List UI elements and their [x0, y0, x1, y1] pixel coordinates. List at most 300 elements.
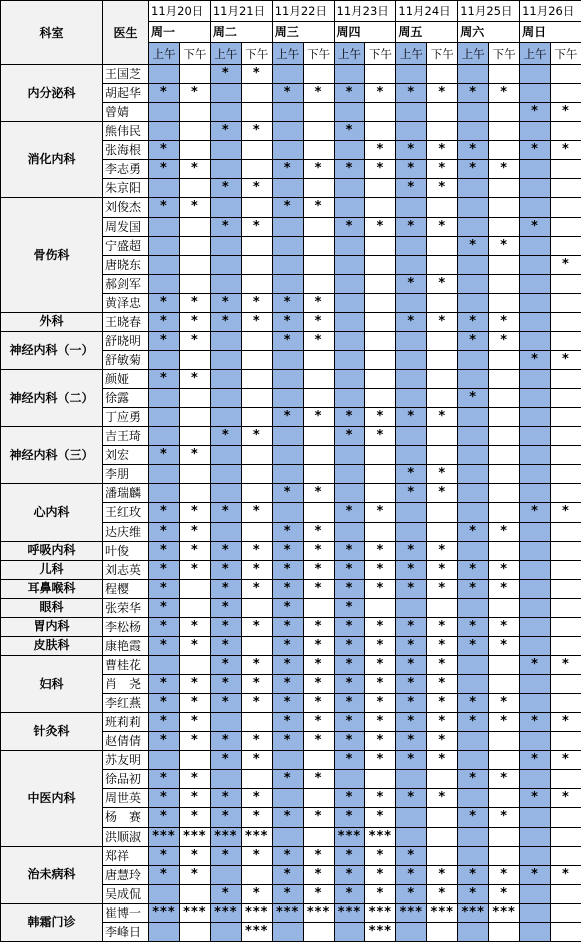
- pm-slot-cell: [427, 770, 458, 789]
- am-slot-cell: [272, 827, 303, 846]
- pm-slot-cell: [550, 65, 581, 84]
- am-slot-cell: [334, 446, 365, 465]
- am-slot-cell: [334, 255, 365, 274]
- pm-slot-cell: *: [303, 694, 334, 713]
- pm-slot-cell: [550, 827, 581, 846]
- pm-slot-cell: [303, 274, 334, 293]
- am-slot-cell: [210, 274, 241, 293]
- am-slot-cell: [458, 598, 489, 617]
- pm-slot-cell: [365, 65, 396, 84]
- pm-slot-cell: [427, 370, 458, 389]
- pm-slot-cell: [550, 427, 581, 446]
- pm-slot-cell: [303, 789, 334, 808]
- pm-slot-cell: *: [427, 732, 458, 751]
- am-slot-cell: *: [210, 846, 241, 865]
- pm-slot-cell: [550, 617, 581, 636]
- pm-slot-cell: [427, 522, 458, 541]
- pm-slot-cell: ***: [489, 903, 520, 922]
- am-slot-cell: *: [334, 865, 365, 884]
- pm-slot-cell: [365, 598, 396, 617]
- am-slot-cell: [458, 293, 489, 312]
- pm-slot-cell: [550, 84, 581, 103]
- am-slot-cell: [520, 808, 551, 827]
- date-header: 11月21日: [210, 1, 272, 22]
- am-slot-cell: [334, 522, 365, 541]
- schedule-header: [1, 1, 581, 65]
- am-slot-cell: *: [210, 694, 241, 713]
- am-slot-cell: [334, 350, 365, 369]
- am-slot-cell: ***: [396, 903, 427, 922]
- pm-slot-cell: [179, 274, 210, 293]
- pm-slot-cell: *: [303, 579, 334, 598]
- pm-slot-cell: [303, 598, 334, 617]
- am-slot-cell: ***: [149, 903, 180, 922]
- doctor-cell: 吉王琦: [103, 427, 149, 446]
- pm-slot-cell: *: [365, 808, 396, 827]
- pm-slot-cell: [550, 884, 581, 903]
- doctor-cell: 黄泽忠: [103, 293, 149, 312]
- am-slot-cell: [520, 293, 551, 312]
- table-row: [1, 484, 581, 503]
- pm-slot-cell: [241, 770, 272, 789]
- am-slot-cell: *: [458, 560, 489, 579]
- table-row: [1, 617, 581, 636]
- pm-slot-cell: *: [303, 713, 334, 732]
- pm-slot-cell: *: [365, 541, 396, 560]
- am-slot-cell: [272, 370, 303, 389]
- am-slot-cell: [334, 274, 365, 293]
- pm-slot-cell: [489, 65, 520, 84]
- am-slot-cell: *: [334, 560, 365, 579]
- am-slot-cell: *: [149, 84, 180, 103]
- table-row: [1, 751, 581, 770]
- pm-slot-cell: *: [427, 160, 458, 179]
- date-header: 11月23日: [334, 1, 396, 22]
- am-slot-cell: *: [149, 560, 180, 579]
- pm-slot-cell: *: [365, 694, 396, 713]
- pm-slot-cell: *: [179, 312, 210, 331]
- pm-slot-cell: *: [550, 103, 581, 122]
- am-slot-cell: *: [272, 541, 303, 560]
- pm-slot-cell: *: [427, 274, 458, 293]
- pm-header: 下午: [303, 43, 334, 65]
- pm-slot-cell: [179, 65, 210, 84]
- pm-slot-cell: *: [303, 846, 334, 865]
- pm-slot-cell: [365, 236, 396, 255]
- pm-slot-cell: [427, 198, 458, 217]
- department-cell: 眼科: [1, 598, 103, 617]
- pm-slot-cell: [179, 579, 210, 598]
- pm-slot-cell: *: [365, 160, 396, 179]
- pm-slot-cell: [365, 770, 396, 789]
- pm-slot-cell: [550, 160, 581, 179]
- doctor-cell: 唐慧玲: [103, 865, 149, 884]
- am-slot-cell: *: [272, 331, 303, 350]
- am-slot-cell: [520, 160, 551, 179]
- am-slot-cell: [272, 236, 303, 255]
- pm-slot-cell: [550, 922, 581, 941]
- am-slot-cell: *: [149, 789, 180, 808]
- pm-slot-cell: *: [427, 713, 458, 732]
- am-slot-cell: [520, 903, 551, 922]
- am-slot-cell: *: [458, 636, 489, 655]
- pm-slot-cell: [179, 236, 210, 255]
- pm-slot-cell: [241, 865, 272, 884]
- pm-slot-cell: [365, 389, 396, 408]
- weekday-header: 周四: [334, 22, 396, 43]
- pm-slot-cell: *: [303, 522, 334, 541]
- pm-slot-cell: *: [179, 617, 210, 636]
- pm-slot-cell: [489, 217, 520, 236]
- am-slot-cell: *: [210, 503, 241, 522]
- doctor-cell: 程樱: [103, 579, 149, 598]
- pm-slot-cell: *: [179, 560, 210, 579]
- doctor-cell: 唐晓东: [103, 255, 149, 274]
- am-slot-cell: [210, 484, 241, 503]
- pm-slot-cell: *: [241, 541, 272, 560]
- am-slot-cell: [149, 427, 180, 446]
- pm-slot-cell: *: [241, 846, 272, 865]
- am-slot-cell: *: [272, 160, 303, 179]
- am-slot-cell: [520, 846, 551, 865]
- pm-slot-cell: [550, 312, 581, 331]
- date-row: [1, 1, 581, 22]
- am-slot-cell: *: [458, 331, 489, 350]
- am-slot-cell: [458, 922, 489, 941]
- am-slot-cell: *: [210, 65, 241, 84]
- am-slot-cell: *: [210, 884, 241, 903]
- pm-slot-cell: *: [427, 617, 458, 636]
- dept-column-header: 科室: [1, 1, 103, 65]
- pm-slot-cell: *: [303, 293, 334, 312]
- am-slot-cell: *: [149, 846, 180, 865]
- pm-slot-cell: *: [365, 846, 396, 865]
- pm-slot-cell: [427, 808, 458, 827]
- am-slot-cell: [210, 255, 241, 274]
- am-slot-cell: *: [272, 617, 303, 636]
- doctor-cell: 徐品初: [103, 770, 149, 789]
- pm-slot-cell: [241, 255, 272, 274]
- pm-header: 下午: [241, 43, 272, 65]
- am-slot-cell: [520, 198, 551, 217]
- pm-slot-cell: [365, 312, 396, 331]
- am-slot-cell: *: [520, 751, 551, 770]
- pm-slot-cell: [489, 846, 520, 865]
- department-cell: 呼吸内科: [1, 541, 103, 560]
- am-slot-cell: [458, 789, 489, 808]
- pm-slot-cell: *: [489, 84, 520, 103]
- am-slot-cell: *: [334, 846, 365, 865]
- pm-slot-cell: [489, 541, 520, 560]
- pm-slot-cell: *: [179, 293, 210, 312]
- am-slot-cell: *: [210, 598, 241, 617]
- am-slot-cell: *: [458, 770, 489, 789]
- am-slot-cell: [458, 179, 489, 198]
- am-slot-cell: *: [458, 236, 489, 255]
- am-slot-cell: [149, 389, 180, 408]
- pm-slot-cell: [303, 922, 334, 941]
- am-slot-cell: *: [210, 312, 241, 331]
- pm-slot-cell: [365, 446, 396, 465]
- am-slot-cell: [458, 103, 489, 122]
- am-slot-cell: [458, 541, 489, 560]
- am-slot-cell: [520, 884, 551, 903]
- pm-slot-cell: *: [241, 312, 272, 331]
- am-slot-cell: *: [396, 179, 427, 198]
- am-slot-cell: [396, 808, 427, 827]
- am-slot-cell: [272, 389, 303, 408]
- pm-slot-cell: [550, 560, 581, 579]
- am-slot-cell: [396, 503, 427, 522]
- pm-slot-cell: [550, 694, 581, 713]
- pm-slot-cell: *: [241, 732, 272, 751]
- am-slot-cell: [458, 465, 489, 484]
- pm-slot-cell: [365, 293, 396, 312]
- am-slot-cell: *: [149, 541, 180, 560]
- pm-slot-cell: *: [550, 751, 581, 770]
- pm-slot-cell: *: [427, 484, 458, 503]
- pm-slot-cell: *: [427, 465, 458, 484]
- pm-slot-cell: *: [489, 865, 520, 884]
- am-slot-cell: [458, 846, 489, 865]
- am-slot-cell: *: [272, 312, 303, 331]
- am-slot-cell: [272, 427, 303, 446]
- pm-slot-cell: [303, 465, 334, 484]
- pm-slot-cell: [303, 141, 334, 160]
- am-slot-cell: [149, 884, 180, 903]
- pm-slot-cell: *: [241, 675, 272, 694]
- doctor-cell: 肖 尧: [103, 675, 149, 694]
- weekday-header: 周一: [149, 22, 211, 43]
- am-slot-cell: *: [149, 617, 180, 636]
- am-slot-cell: [458, 751, 489, 770]
- am-slot-cell: [272, 789, 303, 808]
- am-slot-cell: [272, 255, 303, 274]
- weekday-header: 周六: [458, 22, 520, 43]
- table-row: [1, 713, 581, 732]
- pm-slot-cell: *: [241, 694, 272, 713]
- pm-slot-cell: [489, 141, 520, 160]
- pm-slot-cell: [179, 655, 210, 674]
- am-slot-cell: [458, 675, 489, 694]
- doctor-cell: 赵倩倩: [103, 732, 149, 751]
- pm-slot-cell: *: [303, 865, 334, 884]
- pm-slot-cell: [179, 255, 210, 274]
- table-row: [1, 579, 581, 598]
- pm-slot-cell: [489, 408, 520, 427]
- doctor-cell: 班莉莉: [103, 713, 149, 732]
- doctor-cell: 曾婧: [103, 103, 149, 122]
- am-slot-cell: [458, 370, 489, 389]
- pm-slot-cell: [365, 331, 396, 350]
- am-slot-cell: *: [210, 179, 241, 198]
- department-cell: 神经内科（二）: [1, 370, 103, 427]
- am-header: 上午: [210, 43, 241, 65]
- pm-slot-cell: [550, 808, 581, 827]
- doctor-cell: 李峰日: [103, 922, 149, 941]
- table-row: [1, 370, 581, 389]
- am-slot-cell: [149, 179, 180, 198]
- schedule-body: [1, 65, 581, 942]
- am-slot-cell: [458, 484, 489, 503]
- pm-slot-cell: [303, 217, 334, 236]
- am-slot-cell: *: [520, 865, 551, 884]
- am-slot-cell: [149, 274, 180, 293]
- am-slot-cell: *: [210, 617, 241, 636]
- pm-slot-cell: *: [241, 789, 272, 808]
- doctor-cell: 王国芝: [103, 65, 149, 84]
- am-slot-cell: [149, 122, 180, 141]
- am-slot-cell: [520, 694, 551, 713]
- pm-slot-cell: *: [241, 293, 272, 312]
- am-slot-cell: *: [458, 617, 489, 636]
- pm-slot-cell: *: [550, 503, 581, 522]
- pm-slot-cell: [179, 884, 210, 903]
- pm-slot-cell: [365, 274, 396, 293]
- am-slot-cell: ***: [210, 903, 241, 922]
- am-slot-cell: [396, 65, 427, 84]
- pm-slot-cell: ***: [179, 827, 210, 846]
- am-slot-cell: [210, 160, 241, 179]
- am-slot-cell: *: [334, 675, 365, 694]
- department-cell: 神经内科（一）: [1, 331, 103, 369]
- pm-slot-cell: *: [365, 655, 396, 674]
- am-slot-cell: [458, 827, 489, 846]
- am-slot-cell: [334, 484, 365, 503]
- doctor-cell: 潘瑞麟: [103, 484, 149, 503]
- pm-slot-cell: [365, 350, 396, 369]
- pm-slot-cell: [179, 141, 210, 160]
- pm-slot-cell: [241, 141, 272, 160]
- am-slot-cell: *: [272, 293, 303, 312]
- am-slot-cell: *: [520, 350, 551, 369]
- am-slot-cell: *: [520, 103, 551, 122]
- am-slot-cell: [210, 446, 241, 465]
- am-slot-cell: *: [396, 732, 427, 751]
- am-slot-cell: *: [458, 713, 489, 732]
- pm-slot-cell: [489, 427, 520, 446]
- am-slot-cell: *: [149, 198, 180, 217]
- pm-slot-cell: *: [179, 732, 210, 751]
- table-row: [1, 655, 581, 674]
- am-slot-cell: *: [210, 293, 241, 312]
- pm-slot-cell: [241, 236, 272, 255]
- am-slot-cell: [272, 141, 303, 160]
- am-slot-cell: *: [149, 636, 180, 655]
- pm-slot-cell: *: [489, 884, 520, 903]
- pm-slot-cell: *: [303, 636, 334, 655]
- pm-slot-cell: *: [303, 312, 334, 331]
- pm-slot-cell: [489, 484, 520, 503]
- am-slot-cell: *: [149, 808, 180, 827]
- department-cell: 心内科: [1, 484, 103, 541]
- am-slot-cell: [334, 312, 365, 331]
- pm-slot-cell: *: [365, 427, 396, 446]
- am-slot-cell: *: [520, 217, 551, 236]
- pm-slot-cell: *: [427, 84, 458, 103]
- am-slot-cell: ***: [334, 903, 365, 922]
- am-slot-cell: *: [458, 312, 489, 331]
- am-slot-cell: *: [210, 675, 241, 694]
- am-slot-cell: [210, 331, 241, 350]
- doctor-cell: 刘俊杰: [103, 198, 149, 217]
- am-slot-cell: *: [272, 865, 303, 884]
- pm-slot-cell: [489, 675, 520, 694]
- table-row: [1, 541, 581, 560]
- am-slot-cell: *: [149, 370, 180, 389]
- pm-slot-cell: [489, 789, 520, 808]
- pm-slot-cell: [303, 751, 334, 770]
- table-row: [1, 331, 581, 350]
- am-slot-cell: *: [149, 293, 180, 312]
- pm-slot-cell: *: [179, 541, 210, 560]
- pm-slot-cell: [303, 427, 334, 446]
- pm-slot-cell: *: [550, 865, 581, 884]
- pm-slot-cell: *: [241, 503, 272, 522]
- pm-slot-cell: [303, 122, 334, 141]
- pm-slot-cell: [179, 103, 210, 122]
- pm-slot-cell: [427, 389, 458, 408]
- am-header: 上午: [334, 43, 365, 65]
- pm-slot-cell: [489, 389, 520, 408]
- am-slot-cell: [334, 922, 365, 941]
- department-cell: 儿科: [1, 560, 103, 579]
- am-slot-cell: [210, 713, 241, 732]
- am-slot-cell: [520, 179, 551, 198]
- am-slot-cell: *: [334, 408, 365, 427]
- am-slot-cell: *: [272, 408, 303, 427]
- pm-slot-cell: *: [241, 655, 272, 674]
- am-slot-cell: *: [396, 465, 427, 484]
- am-slot-cell: [520, 84, 551, 103]
- pm-slot-cell: [179, 408, 210, 427]
- am-slot-cell: *: [334, 694, 365, 713]
- pm-slot-cell: *: [365, 636, 396, 655]
- doctor-cell: 舒晓明: [103, 331, 149, 350]
- pm-slot-cell: [365, 370, 396, 389]
- table-row: [1, 903, 581, 922]
- pm-slot-cell: [427, 427, 458, 446]
- pm-slot-cell: *: [489, 694, 520, 713]
- am-slot-cell: [520, 522, 551, 541]
- pm-slot-cell: *: [427, 560, 458, 579]
- pm-slot-cell: [241, 465, 272, 484]
- pm-slot-cell: [489, 370, 520, 389]
- am-slot-cell: [520, 389, 551, 408]
- am-slot-cell: *: [210, 579, 241, 598]
- pm-slot-cell: *: [427, 217, 458, 236]
- am-slot-cell: *: [149, 312, 180, 331]
- pm-slot-cell: [303, 179, 334, 198]
- doctor-cell: 周发国: [103, 217, 149, 236]
- pm-slot-cell: *: [489, 808, 520, 827]
- am-slot-cell: [334, 770, 365, 789]
- table-row: [1, 312, 581, 331]
- pm-slot-cell: [550, 903, 581, 922]
- pm-slot-cell: ***: [365, 903, 396, 922]
- am-slot-cell: [520, 236, 551, 255]
- am-header: 上午: [396, 43, 427, 65]
- am-slot-cell: [334, 103, 365, 122]
- department-cell: 皮肤科: [1, 636, 103, 655]
- pm-slot-cell: [550, 370, 581, 389]
- am-slot-cell: *: [149, 141, 180, 160]
- am-slot-cell: [272, 217, 303, 236]
- pm-slot-cell: [489, 827, 520, 846]
- pm-slot-cell: [303, 350, 334, 369]
- pm-slot-cell: *: [550, 789, 581, 808]
- am-slot-cell: [396, 598, 427, 617]
